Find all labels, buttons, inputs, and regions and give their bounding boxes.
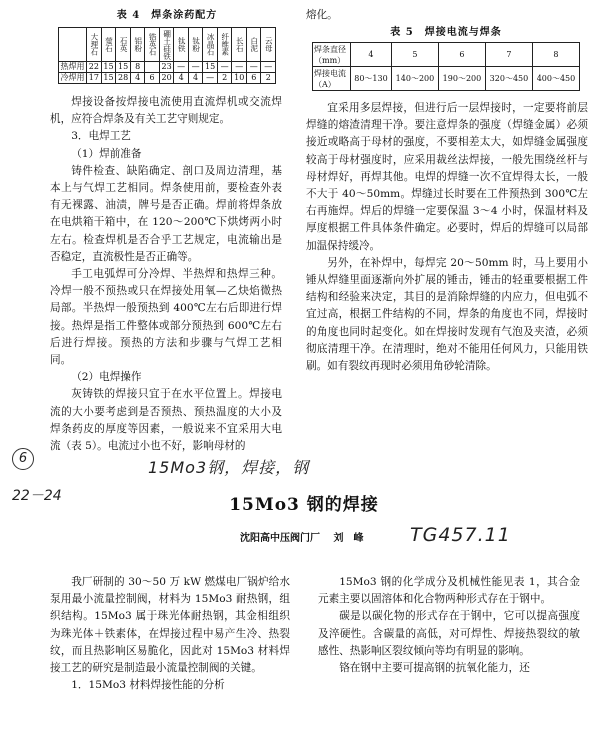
table5-diameter-cell: 8 (532, 43, 579, 67)
article-right-column (318, 574, 580, 677)
table4-cell: 4 (174, 73, 188, 84)
table4-header-cell: 锆英石 (145, 28, 159, 62)
table4-cell (145, 62, 159, 73)
table4-header-cell: 钛铁 (174, 28, 188, 62)
table4-header-cell: 萤石 (101, 28, 116, 62)
table4-header-cell: 长石 (232, 28, 247, 62)
paragraph: 铸件检查、缺陷确定、剖口及周边清理，基本上与气焊工艺相同。焊条使用前，要检查外表有无裸露、油渍，牌号是否正确。焊前将焊条放在电烘箱干箱中，在 120～200℃下烘烤两小时左右。检查焊机是否合乎工艺规定，电流输出是否稳定，直流极性是否正确等。 (50, 164, 282, 263)
table4-cell: 15 (203, 62, 218, 73)
right-top-lead (306, 7, 586, 24)
handwritten-keywords: 15Mo3钢，焊接，钢 (148, 458, 310, 477)
table5-current-cell: 80～130 (351, 67, 392, 91)
article-left-column (50, 574, 290, 694)
table4-cell: 8 (130, 62, 144, 73)
table4-cell: — (247, 62, 261, 73)
table5-current-cell: 190～200 (438, 67, 485, 91)
paragraph: 另外，在补焊中，每焊完 20～50mm 时，马上要用小锤从焊缝里面逐渐向外扩展的锤击，锤击的轻重要根据工件结构和经验来决定，其目的是消除焊缝的内应力，但电弧不宜过高，根据工件结构的不同，焊条的角度也不同，焊接时的角度也同时起变化。如在焊接时发现有气泡及夹渣，必须彻底清理干净。在清理时，绝对不能用任何风力，只能用铁刷。如有裂纹再现时必须用角砂轮清除。 (306, 256, 588, 373)
table5-current-cell: 140～200 (391, 67, 438, 91)
table4-cell: 冷焊用 (60, 73, 85, 82)
table4-caption: 表 4 焊条涂药配方 (116, 10, 218, 21)
section-heading: （2）电焊操作 (71, 371, 142, 384)
article-title: 15Mo3 钢的焊接 (229, 495, 379, 515)
lead-text: 熔化。 (306, 9, 338, 21)
table5-row2-label: 焊接电流（A） (313, 67, 351, 91)
table4-header-cell (59, 28, 87, 62)
table5-current-cell: 400～450 (532, 67, 579, 91)
table4-cell: 23 (159, 62, 174, 73)
right-top-column (306, 100, 588, 375)
table4-cell: — (232, 62, 247, 73)
table4-cell: 10 (232, 73, 247, 84)
handwritten-circle-number: 6 (12, 448, 34, 470)
table4-cell: 热焊用 (60, 62, 85, 71)
table4-cell: — (203, 73, 218, 84)
table4-cell: — (188, 62, 202, 73)
table5-caption: 表 5 焊接电流与焊条 (390, 27, 502, 38)
table4-header-cell: 硼土硅铁 (159, 28, 174, 62)
table4-cell: 15 (116, 62, 131, 73)
table5-current-cell: 320～450 (485, 67, 532, 91)
table4-cell: 2 (217, 73, 231, 84)
table4-header-cell: 大理石 (87, 28, 102, 62)
table4-cell: — (174, 62, 188, 73)
paragraph: 焊接设备按焊接电流使用直流焊机或交流焊机，应符合焊条及有关工艺守则规定。 (50, 96, 282, 126)
section-heading: 3．电焊工艺 (71, 130, 131, 143)
table4-cell: — (217, 62, 231, 73)
table4-cell: — (261, 62, 276, 73)
table4-cell: 4 (188, 73, 202, 84)
table5-diameter-cell: 7 (485, 43, 532, 67)
table4-header-cell: 白泥 (247, 28, 261, 62)
table5-diameter-cell: 4 (351, 43, 392, 67)
table5 (312, 42, 580, 91)
paragraph: 15Mo3 钢的化学成分及机械性能见表 1，其合金元素主要以固溶体和化合物两种形式存在于钢中。 (318, 576, 580, 606)
table5-diameter-cell: 5 (391, 43, 438, 67)
handwritten-pages: 22－24 (12, 488, 62, 504)
paragraph: 手工电弧焊可分冷焊、半热焊和热焊三种。冷焊一般不预热或只在焊接处用氧—乙炔焰微热局部。半热焊一般预热到 400℃左右后即进行焊接。热焊是指工件整体或部分预热到 600℃左右后进行焊接。预热的方法和步骤与气焊工艺相同。 (50, 268, 282, 367)
byline-org: 沈阳高中压阀门厂 (240, 533, 320, 544)
article-byline (240, 529, 363, 544)
table4-header-cell: 钛粉 (188, 28, 202, 62)
table4-cell: 6 (247, 73, 261, 84)
table4 (58, 27, 276, 84)
table4-header-cell: 铝粉 (130, 28, 144, 62)
table4-cell: 4 (130, 73, 144, 84)
table5-row1-label: 焊条直径（mm） (313, 43, 351, 67)
handwritten-catalog-number: TG457.11 (410, 524, 511, 546)
table4-cell: 15 (101, 62, 116, 73)
section-heading: （1）焊前准备 (71, 147, 142, 160)
left-top-column (50, 94, 282, 455)
table4-header-cell: 冰晶石 (203, 28, 218, 62)
table4-cell: 2 (261, 73, 276, 84)
table4-header-cell: 纤维素 (217, 28, 231, 62)
table4-cell: 6 (145, 73, 159, 84)
paragraph: 灰铸铁的焊接只宜于在水平位置上。焊接电流的大小要考虑到是否预热、预热温度的大小及焊条药皮的厚度等因素，一般说来不宜采用大电流（表 5）。电流过小也不好，影响母材的 (50, 388, 282, 453)
paragraph: 铬在钢中主要可提高钢的抗氧化能力，还 (339, 662, 530, 675)
table4-cell: 17 (87, 73, 102, 84)
paragraph: 碳是以碳化物的形式存在于钢中，它可以提高强度及淬硬性。含碳量的高低，对可焊性、焊接热裂纹的敏感性、热影响区裂纹倾向等均有明显的影响。 (318, 610, 580, 657)
paragraph: 我厂研制的 30～50 万 kW 燃煤电厂锅炉给水泵用最小流量控制阀，材料为 15Mo3 耐热钢，组织结构。15Mo3 属于珠光体耐热钢，其金相组织为珠光体＋铁素体，在焊接过程中易产生冷、热裂纹，而且热影响区易脆化，因此对 15Mo3 材料焊接工艺的研究是制造最小流量控制阀的关键。 (50, 576, 290, 675)
table4-header-cell: 石英 (116, 28, 131, 62)
paragraph: 宜采用多层焊接，但进行后一层焊接时，一定要将前层焊缝的熔渣清理干净。要注意焊条的强度（焊缝金属）必须接近或略高于母材的强度，不要相差太大，如焊缝金属强度较高于母材强度时，应采用裁丝法焊接，一般先围绕丝杆与母材焊好，再焊其他。电焊的焊缝一次不宜焊得太长，一般不大于 40～50mm。焊缝过长时要在工件预热到 300℃左右再施焊。焊后的焊缝一定要保温 3～4 小时，保温材料及厚度根据工件具体条件确定。必要时，焊后的焊缝可以局部加温保持缓冷。 (306, 102, 588, 252)
table4-cell: 28 (116, 73, 131, 84)
section-heading: 1．15Mo3 材料焊接性能的分析 (71, 679, 225, 692)
table4-header-cell: 云母 (261, 28, 276, 62)
table4-cell: 20 (159, 73, 174, 84)
table4-cell: 22 (87, 62, 102, 73)
table5-diameter-cell: 6 (438, 43, 485, 67)
table4-cell: 15 (101, 73, 116, 84)
byline-author: 刘 峰 (333, 533, 364, 544)
